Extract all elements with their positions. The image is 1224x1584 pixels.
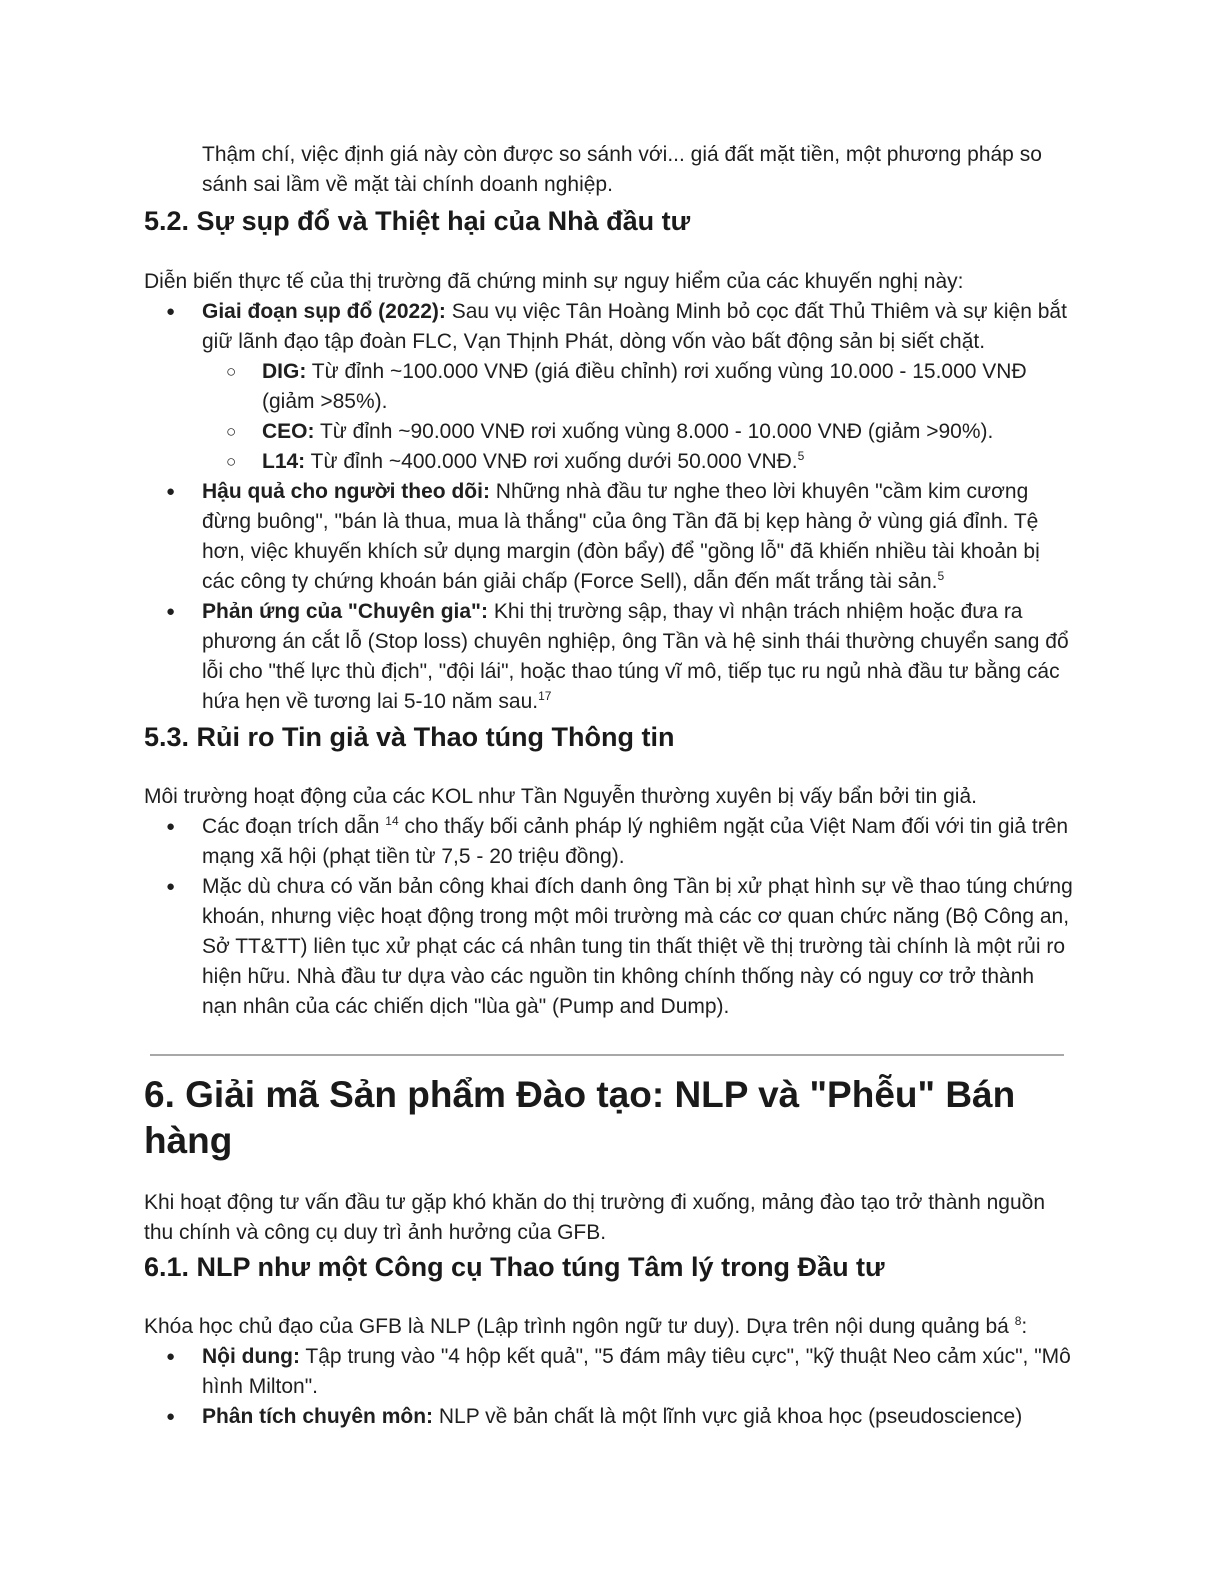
item-text: Khi thị trường sập, thay vì nhận trách nhiệm hoặc đưa ra phương án cắt lỗ (Stop loss) chuyên nghiệp, ông Tần và hệ sinh thái thường chuyển sang đổ lỗi cho "thế lực thù địch", "đội lái", hoặc thao túng vĩ mô, tiếp tục ru ngủ nhà đầu tư bằng các hứa hẹn về tương lai 5-10 năm sau. (202, 600, 1069, 713)
list-item-analysis (144, 1402, 1074, 1432)
stock-sublist (202, 357, 1074, 477)
section-6-1-lead (144, 1312, 1074, 1342)
section-5-2-list (144, 297, 1074, 717)
item-text: Những nhà đầu tư nghe theo lời khuyên "cầm kim cương đừng buông", "bán là thua, mua là thắng" của ông Tần đã bị kẹp hàng ở vùng giá đỉnh. Tệ hơn, việc khuyến khích sử dụng margin (đòn bẩy) để "gồng lỗ" đã khiến nhiều tài khoản bị các công ty chứng khoán bán giải chấp (Force Sell), dẫn đến mất trắng tài sản. (202, 480, 1040, 593)
lead-text: : (1021, 1315, 1028, 1338)
item-label: Giai đoạn sụp đổ (2022): (202, 300, 446, 323)
item-label: DIG: (262, 360, 307, 383)
item-label: Phân tích chuyên môn: (202, 1405, 434, 1428)
document-page (144, 140, 1074, 1432)
section-5-2-lead: Diễn biến thực tế của thị trường đã chứng minh sự nguy hiểm của các khuyến nghị này: (144, 270, 964, 293)
item-text: Sau vụ việc Tân Hoàng Minh bỏ cọc đất Thủ Thiêm và sự kiện bắt giữ lãnh đạo tập đoàn FLC, Vạn Thịnh Phát, dòng vốn vào bất động sản bị siết chặt. (202, 300, 1067, 353)
intro-paragraph: Thậm chí, việc định giá này còn được so sánh với... giá đất mặt tiền, một phương pháp so sánh sai lầm về mặt tài chính doanh nghiệp. (202, 143, 1042, 196)
item-label: Hậu quả cho người theo dõi: (202, 480, 490, 503)
item-label: CEO: (262, 420, 315, 443)
section-6-lead: Khi hoạt động tư vấn đầu tư gặp khó khăn do thị trường đi xuống, mảng đào tạo trở thành nguồn thu chính và công cụ duy trì ảnh hưởng của GFB. (144, 1191, 1046, 1244)
list-item-content (144, 1342, 1074, 1402)
list-item-collapse-phase (144, 297, 1074, 477)
section-6-1-list (144, 1342, 1074, 1432)
item-text: Từ đỉnh ~90.000 VNĐ rơi xuống vùng 8.000 - 10.000 VNĐ (giảm >90%). (314, 420, 994, 443)
item-text: Từ đỉnh ~100.000 VNĐ (giá điều chỉnh) rơi xuống vùng 10.000 - 15.000 VNĐ (giảm >85%). (262, 360, 1027, 413)
item-text: Từ đỉnh ~400.000 VNĐ rơi xuống dưới 50.000 VNĐ. (305, 450, 798, 473)
section-5-3-heading: 5.3. Rủi ro Tin giả và Thao túng Thông tin (144, 722, 675, 752)
item-label: L14: (262, 450, 306, 473)
section-6-heading: 6. Giải mã Sản phẩm Đào tạo: NLP và "Phễu" Bán hàng (144, 1074, 1016, 1161)
item-text: cho thấy bối cảnh pháp lý nghiêm ngặt của Việt Nam đối với tin giả trên mạng xã hội (phạt tiền từ 7,5 - 20 triệu đồng). (202, 815, 1069, 868)
sublist-item-dig (202, 357, 1074, 417)
footnote-ref: 14 (385, 814, 399, 828)
list-item-existing-risk (144, 872, 1074, 1022)
section-5-3-lead: Môi trường hoạt động của các KOL như Tần Nguyễn thường xuyên bị vấy bẩn bởi tin giả. (144, 785, 977, 808)
item-text: Tập trung vào "4 hộp kết quả", "5 đám mây tiêu cực", "kỹ thuật Neo cảm xúc", "Mô hình Milton". (202, 1345, 1071, 1398)
footnote-ref: 17 (538, 689, 552, 703)
item-text: NLP về bản chất là một lĩnh vực giả khoa học (pseudoscience) (433, 1405, 1023, 1428)
list-item-legal-context (144, 812, 1074, 872)
section-5-3-list (144, 812, 1074, 1022)
sublist-item-l14 (202, 447, 1074, 477)
section-divider (150, 1054, 1064, 1056)
sublist-item-ceo (202, 417, 1074, 447)
list-item-consequences (144, 477, 1074, 597)
footnote-ref: 8 (1014, 1314, 1022, 1328)
item-text: Mặc dù chưa có văn bản công khai đích danh ông Tần bị xử phạt hình sự về thao túng chứng khoán, nhưng việc hoạt động trong một môi trường mà các cơ quan chức năng (Bộ Công an, Sở TT&TT) liên tục xử phạt các cá nhân tung tin thất thiệt về thị trường tài chính là một rủi ro hiện hữu. Nhà đầu tư dựa vào các nguồn tin không chính thống này có nguy cơ trở thành nạn nhân của các chiến dịch "lùa gà" (Pump and Dump). (202, 875, 1073, 1018)
lead-text: Khóa học chủ đạo của GFB là NLP (Lập trình ngôn ngữ tư duy). Dựa trên nội dung quảng bá (144, 1315, 1015, 1338)
footnote-ref: 5 (797, 449, 805, 463)
list-item-expert-reaction (144, 597, 1074, 717)
section-5-2-heading: 5.2. Sự sụp đổ và Thiệt hại của Nhà đầu tư (144, 206, 691, 236)
footnote-ref: 5 (937, 569, 945, 583)
item-label: Phản ứng của "Chuyên gia": (202, 600, 488, 623)
section-6-1-heading: 6.1. NLP như một Công cụ Thao túng Tâm lý trong Đầu tư (144, 1252, 885, 1282)
item-label: Nội dung: (202, 1345, 300, 1368)
item-text: Các đoạn trích dẫn (202, 815, 386, 838)
